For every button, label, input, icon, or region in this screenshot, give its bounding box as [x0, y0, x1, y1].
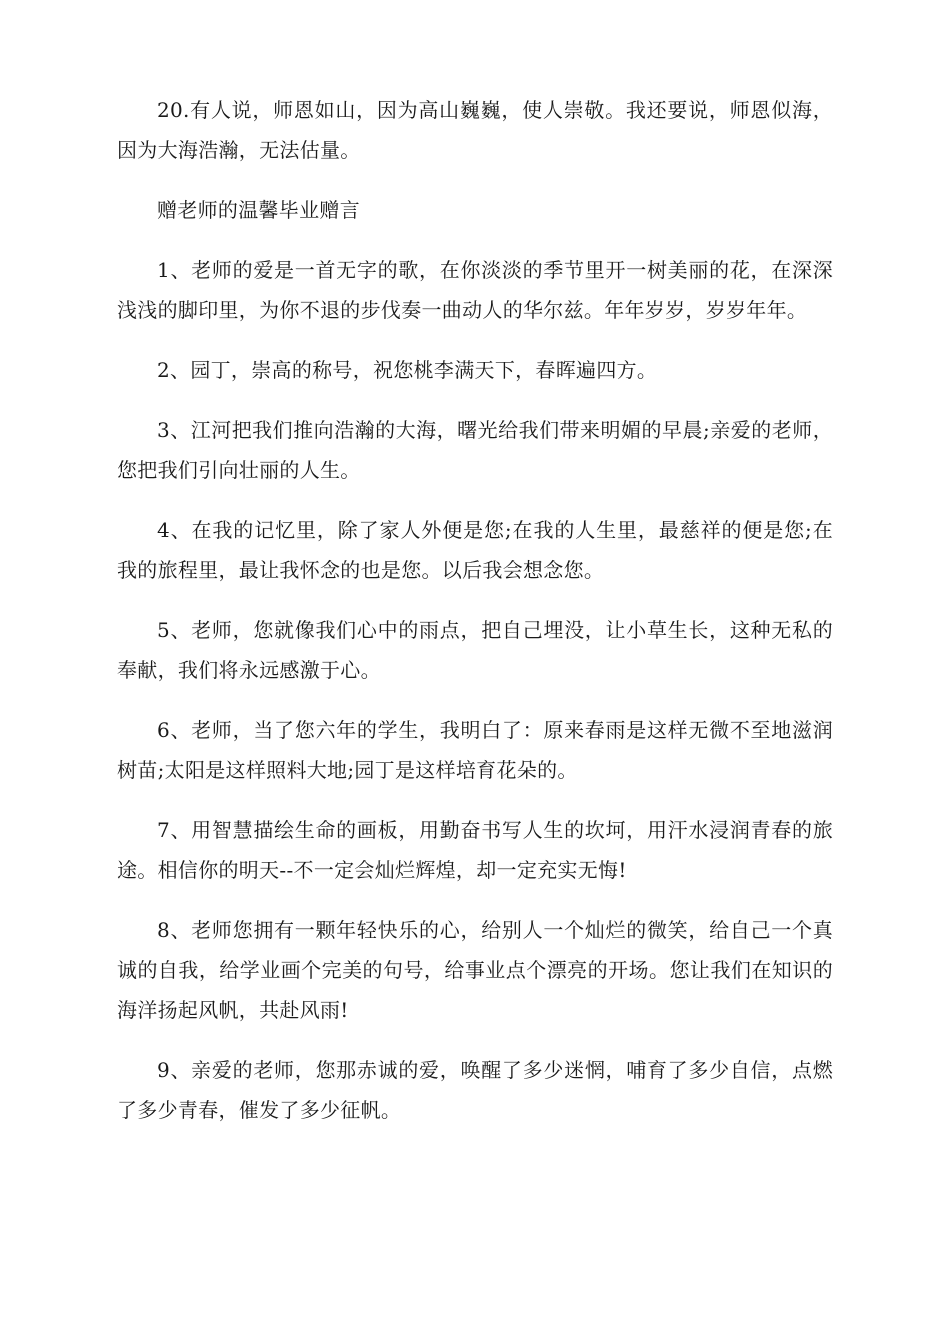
- section-heading: 赠老师的温馨毕业赠言: [157, 198, 360, 222]
- paragraph-4: 4、在我的记忆里，除了家人外便是您;在我的人生里，最慈祥的便是您;在我的旅程里，最让我怀念的也是您。以后我会想念您。: [117, 518, 833, 582]
- paragraph-1: 1、老师的爱是一首无字的歌，在你淡淡的季节里开一树美丽的花，在深深浅浅的脚印里，为你不退的步伐奏一曲动人的华尔兹。年年岁岁，岁岁年年。: [117, 258, 833, 322]
- paragraph-2: 2、园丁，崇高的称号，祝您桃李满天下，春晖遍四方。: [157, 358, 658, 382]
- paragraph-20: 20.有人说，师恩如山，因为高山巍巍，使人崇敬。我还要说，师恩似海，因为大海浩瀚，无法估量。: [117, 98, 833, 162]
- paragraph-9: 9、亲爱的老师，您那赤诚的爱，唤醒了多少迷惘，哺育了多少自信，点燃了多少青春，催发了多少征帆。: [117, 1058, 833, 1122]
- document-body: [117, 90, 833, 1150]
- paragraph-5: 5、老师，您就像我们心中的雨点，把自己埋没，让小草生长，这种无私的奉献，我们将永远感激于心。: [117, 618, 833, 682]
- paragraph-3: 3、江河把我们推向浩瀚的大海，曙光给我们带来明媚的早晨;亲爱的老师，您把我们引向壮丽的人生。: [117, 418, 833, 482]
- paragraph-8: 8、老师您拥有一颗年轻快乐的心，给别人一个灿烂的微笑，给自己一个真诚的自我，给学业画个完美的句号，给事业点个漂亮的开场。您让我们在知识的海洋扬起风帆，共赴风雨!: [117, 918, 833, 1022]
- paragraph-6: 6、老师，当了您六年的学生，我明白了：原来春雨是这样无微不至地滋润树苗;太阳是这样照料大地;园丁是这样培育花朵的。: [117, 718, 833, 782]
- paragraph-7: 7、用智慧描绘生命的画板，用勤奋书写人生的坎坷，用汗水浸润青春的旅途。相信你的明天--不一定会灿烂辉煌，却一定充实无悔!: [117, 818, 833, 882]
